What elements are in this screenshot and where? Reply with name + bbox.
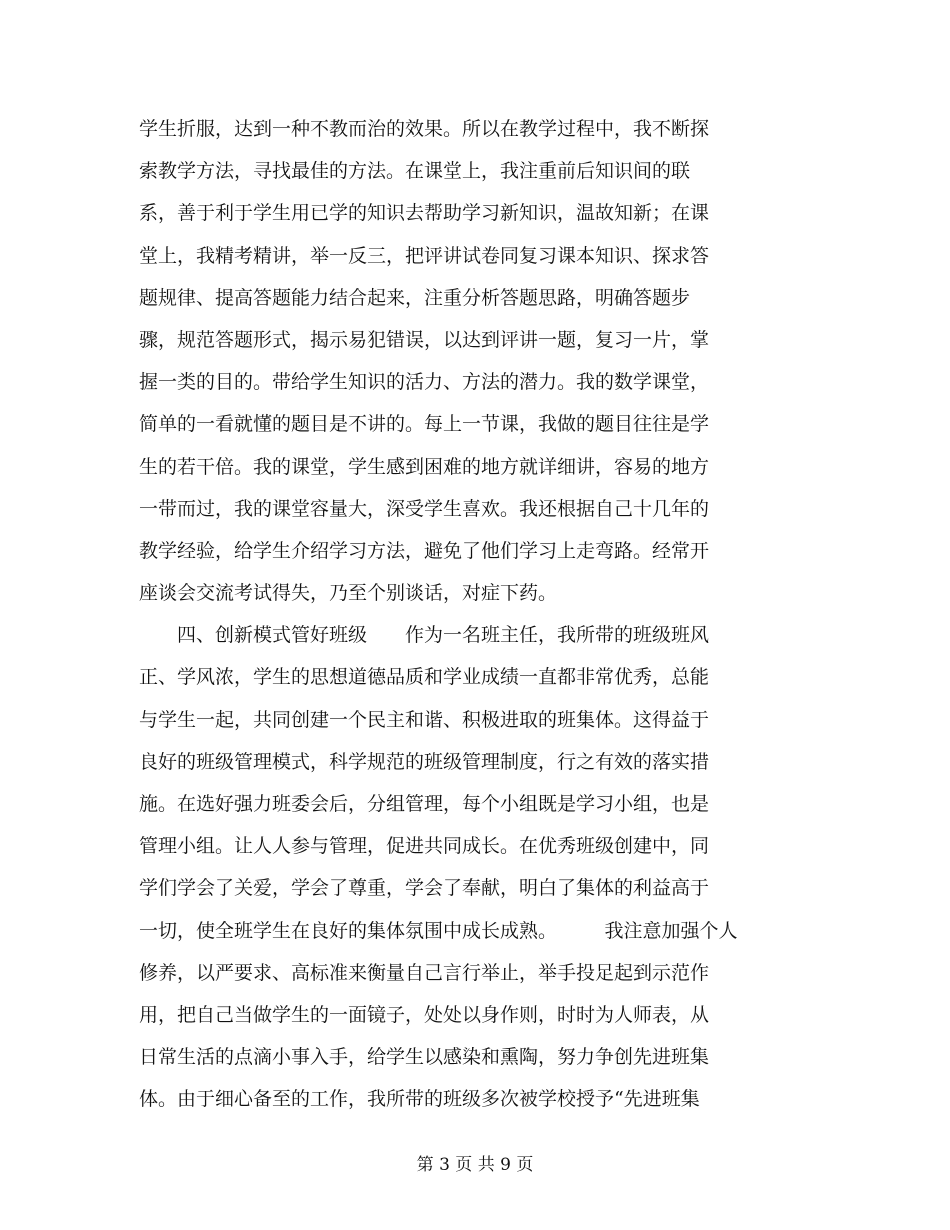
text-line: 管理小组。让人人参与管理，促进共同成长。在优秀班级创建中，同 bbox=[139, 835, 710, 858]
page-footer: 第 3 页 共 9 页 bbox=[416, 1155, 534, 1175]
text-line: 一带而过，我的课堂容量大，深受学生喜欢。我还根据自己十几年的 bbox=[139, 497, 710, 520]
text-line: 修养，以严要求、高标准来衡量自己言行举止，举手投足起到示范作 bbox=[139, 961, 710, 984]
text-line: 四、创新模式管好班级 作为一名班主任，我所带的班级班风 bbox=[139, 624, 710, 647]
body-text bbox=[139, 108, 799, 1121]
text-line: 简单的一看就懂的题目是不讲的。每上一节课，我做的题目往往是学 bbox=[139, 413, 710, 436]
text-line: 骤，规范答题形式，揭示易犯错误，以达到评讲一题，复习一片，掌 bbox=[139, 328, 710, 351]
text-line: 学生折服，达到一种不教而治的效果。所以在教学过程中，我不断探 bbox=[139, 118, 710, 140]
text-line: 体。由于细心备至的工作，我所带的班级多次被学校授予“先进班集 bbox=[139, 1088, 700, 1111]
text-line: 堂上，我精考精讲，举一反三，把评讲试卷同复习课本知识、探求答 bbox=[139, 244, 710, 267]
text-line: 学们学会了关爱，学会了尊重，学会了奉献，明白了集体的利益高于 bbox=[139, 877, 710, 900]
text-line: 与学生一起，共同创建一个民主和谐、积极进取的班集体。这得益于 bbox=[139, 708, 710, 731]
text-line: 正、学风浓，学生的思想道德品质和学业成绩一直都非常优秀，总能 bbox=[139, 666, 710, 689]
text-line: 生的若干倍。我的课堂，学生感到困难的地方就详细讲，容易的地方 bbox=[139, 455, 710, 478]
text-line: 一切，使全班学生在良好的集体氛围中成长成熟。 我注意加强个人 bbox=[139, 919, 738, 942]
text-line: 日常生活的点滴小事入手，给学生以感染和熏陶，努力争创先进班集 bbox=[139, 1046, 710, 1069]
text-line: 握一类的目的。带给学生知识的活力、方法的潜力。我的数学课堂， bbox=[139, 371, 710, 394]
text-line: 系，善于利于学生用已学的知识去帮助学习新知识，温故知新；在课 bbox=[139, 202, 710, 225]
text-line: 题规律、提高答题能力结合起来，注重分析答题思路，明确答题步 bbox=[139, 286, 691, 309]
text-line: 良好的班级管理模式，科学规范的班级管理制度，行之有效的落实措 bbox=[139, 750, 710, 773]
text-line: 索教学方法，寻找最佳的方法。在课堂上，我注重前后知识间的联 bbox=[139, 160, 691, 183]
text-line: 座谈会交流考试得失，乃至个别谈话，对症下药。 bbox=[139, 582, 558, 605]
text-line: 施。在选好强力班委会后，分组管理，每个小组既是学习小组，也是 bbox=[139, 793, 710, 815]
text-line: 教学经验，给学生介绍学习方法，避免了他们学习上走弯路。经常开 bbox=[139, 539, 710, 562]
text-line: 用，把自己当做学生的一面镜子，处处以身作则，时时为人师表，从 bbox=[139, 1003, 710, 1026]
